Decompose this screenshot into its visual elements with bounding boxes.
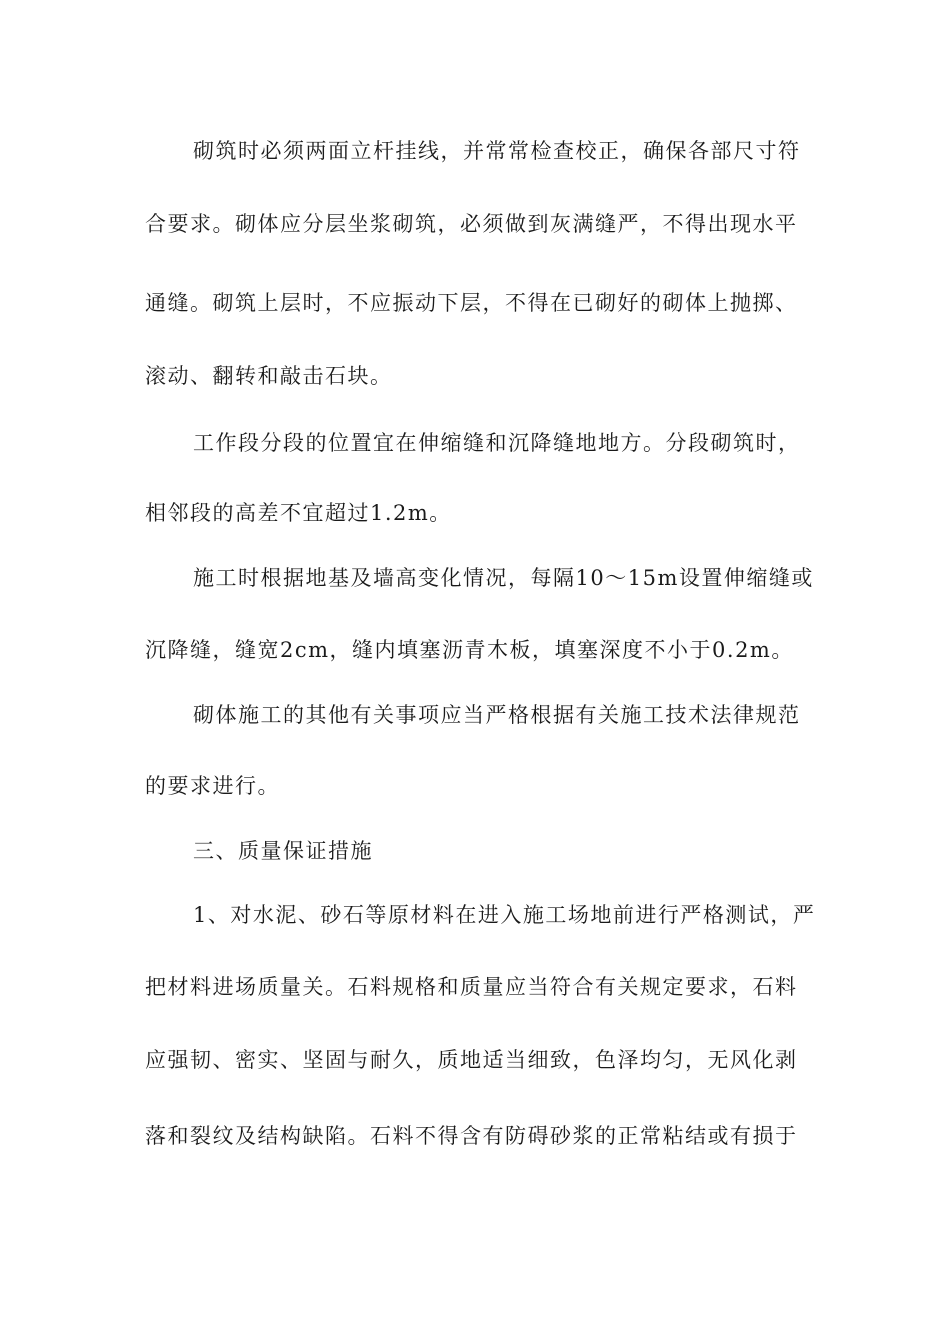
- paragraph-line: 的要求进行。: [145, 774, 280, 798]
- paragraph-line: 砌体施工的其他有关事项应当严格根据有关施工技术法律规范: [193, 703, 801, 727]
- paragraph-line: 相邻段的高差不宜超过1.2m。: [145, 501, 452, 525]
- paragraph-line: 施工时根据地基及墙高变化情况，每隔10～15m设置伸缩缝或: [193, 566, 814, 590]
- paragraph-line: 应强韧、密实、坚固与耐久，质地适当细致，色泽均匀，无风化剥: [145, 1048, 798, 1072]
- paragraph-line: 通缝。砌筑上层时，不应振动下层，不得在已砌好的砌体上抛掷、: [145, 291, 798, 315]
- paragraph-line: 合要求。砌体应分层坐浆砌筑，必须做到灰满缝严，不得出现水平: [145, 212, 798, 236]
- paragraph-line: 滚动、翻转和敲击石块。: [145, 364, 393, 388]
- paragraph-line: 砌筑时必须两面立杆挂线，并常常检查校正，确保各部尺寸符: [193, 139, 801, 163]
- paragraph-line: 工作段分段的位置宜在伸缩缝和沉降缝地地方。分段砌筑时，: [193, 431, 801, 455]
- paragraph-line: 1、对水泥、砂石等原材料在进入施工场地前进行严格测试，严: [193, 903, 816, 927]
- paragraph-line: 沉降缝，缝宽2cm，缝内填塞沥青木板，填塞深度不小于0.2m。: [145, 638, 794, 662]
- section-heading: 三、质量保证措施: [193, 839, 373, 863]
- paragraph-line: 落和裂纹及结构缺陷。石料不得含有防碍砂浆的正常粘结或有损于: [145, 1124, 798, 1148]
- paragraph-line: 把材料进场质量关。石料规格和质量应当符合有关规定要求，石料: [145, 975, 798, 999]
